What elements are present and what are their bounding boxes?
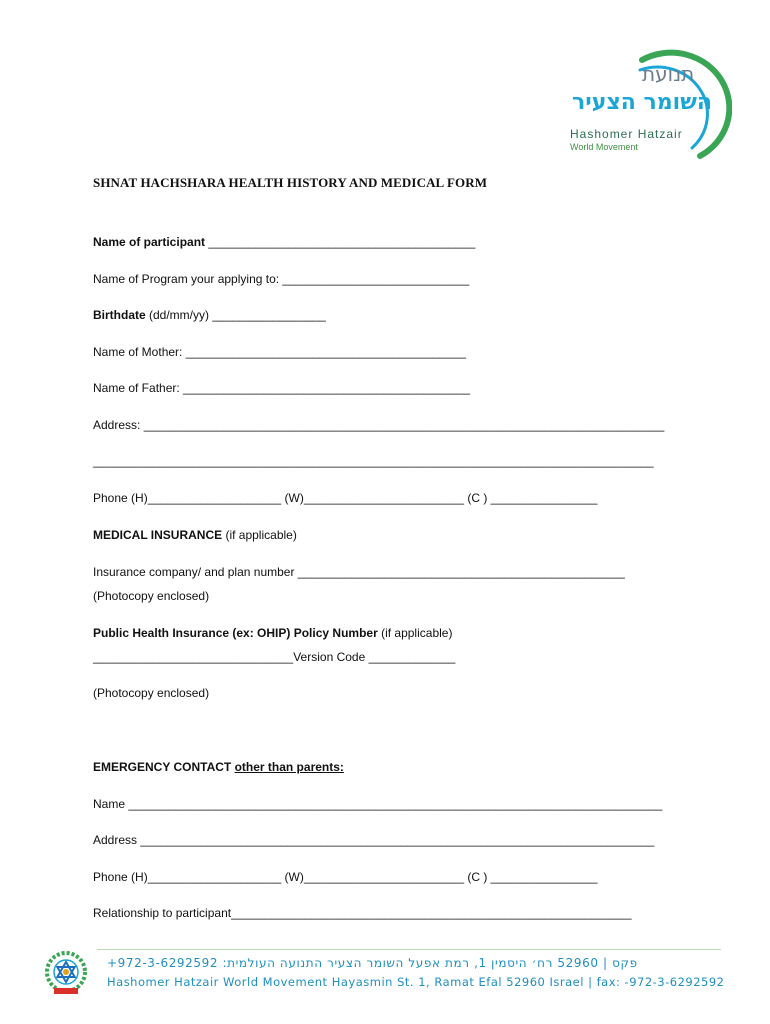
address-field[interactable]: Address: ______________________________________________________________________________ [93, 418, 665, 432]
movement-emblem-icon [44, 950, 92, 998]
organization-logo [560, 48, 732, 160]
participant-name-label: Name of participant [93, 235, 206, 249]
medical-insurance-heading [93, 528, 297, 542]
photocopy-note-2: (Photocopy enclosed) [93, 686, 210, 700]
participant-name-field[interactable] [93, 235, 475, 249]
footer-hebrew-address: +972-3-6292592 :פקס | 52960 רח׳ היסמין 1, רמת אפעל השומר הצעיר התנועה העולמית [107, 956, 638, 970]
address-line-2-field[interactable]: ____________________________________________________________________________________ [93, 454, 654, 468]
photocopy-note-1: (Photocopy enclosed) [93, 589, 210, 603]
emergency-phone-fields[interactable]: Phone (H)____________________ (W)________________________ (C ) ________________ [93, 870, 598, 884]
emergency-contact-title: EMERGENCY CONTACT [93, 760, 235, 774]
birthdate-blank: (dd/mm/yy) _________________ [145, 308, 326, 322]
logo-english-line2: World Movement [570, 142, 638, 152]
birthdate-field[interactable] [93, 308, 326, 322]
emergency-relationship-field[interactable]: Relationship to participant____________________________________________________________ [93, 906, 632, 920]
participant-name-blank: ________________________________________ [205, 235, 476, 249]
footer-english-address: Hashomer Hatzair World Movement Hayasmin St. 1, Ramat Efal 52960 Israel | fax: -972-3-6292592 [107, 975, 725, 989]
medical-insurance-note: (if applicable) [222, 528, 297, 542]
emergency-address-field[interactable]: Address _____________________________________________________________________________ [93, 833, 655, 847]
logo-hebrew-line1: תנועת [642, 62, 695, 86]
emergency-contact-qualifier: other than parents: [234, 760, 344, 774]
birthdate-label: Birthdate [93, 308, 146, 322]
logo-english-line1: Hashomer Hatzair [570, 127, 683, 141]
father-name-field[interactable]: Name of Father: ___________________________________________ [93, 381, 471, 395]
emergency-name-field[interactable]: Name ________________________________________________________________________________ [93, 797, 663, 811]
medical-insurance-title: MEDICAL INSURANCE [93, 528, 223, 542]
public-insurance-note: (if applicable) [377, 626, 453, 640]
program-name-field[interactable]: Name of Program your applying to: ____________________________ [93, 272, 470, 286]
public-insurance-title: Public Health Insurance (ex: OHIP) Policy Number [93, 626, 378, 640]
policy-version-field[interactable]: ______________________________Version Code _____________ [93, 650, 456, 664]
insurance-company-field[interactable]: Insurance company/ and plan number _________________________________________________ [93, 565, 625, 579]
logo-hebrew-line2: השומר הצעיר [572, 90, 713, 115]
form-title: SHNAT HACHSHARA HEALTH HISTORY AND MEDICAL FORM [93, 175, 488, 190]
mother-name-field[interactable]: Name of Mother: __________________________________________ [93, 345, 467, 359]
phone-fields[interactable]: Phone (H)____________________ (W)________________________ (C ) ________________ [93, 491, 598, 505]
public-insurance-heading [93, 626, 452, 640]
footer-divider [97, 949, 721, 950]
emergency-contact-heading [93, 760, 344, 774]
